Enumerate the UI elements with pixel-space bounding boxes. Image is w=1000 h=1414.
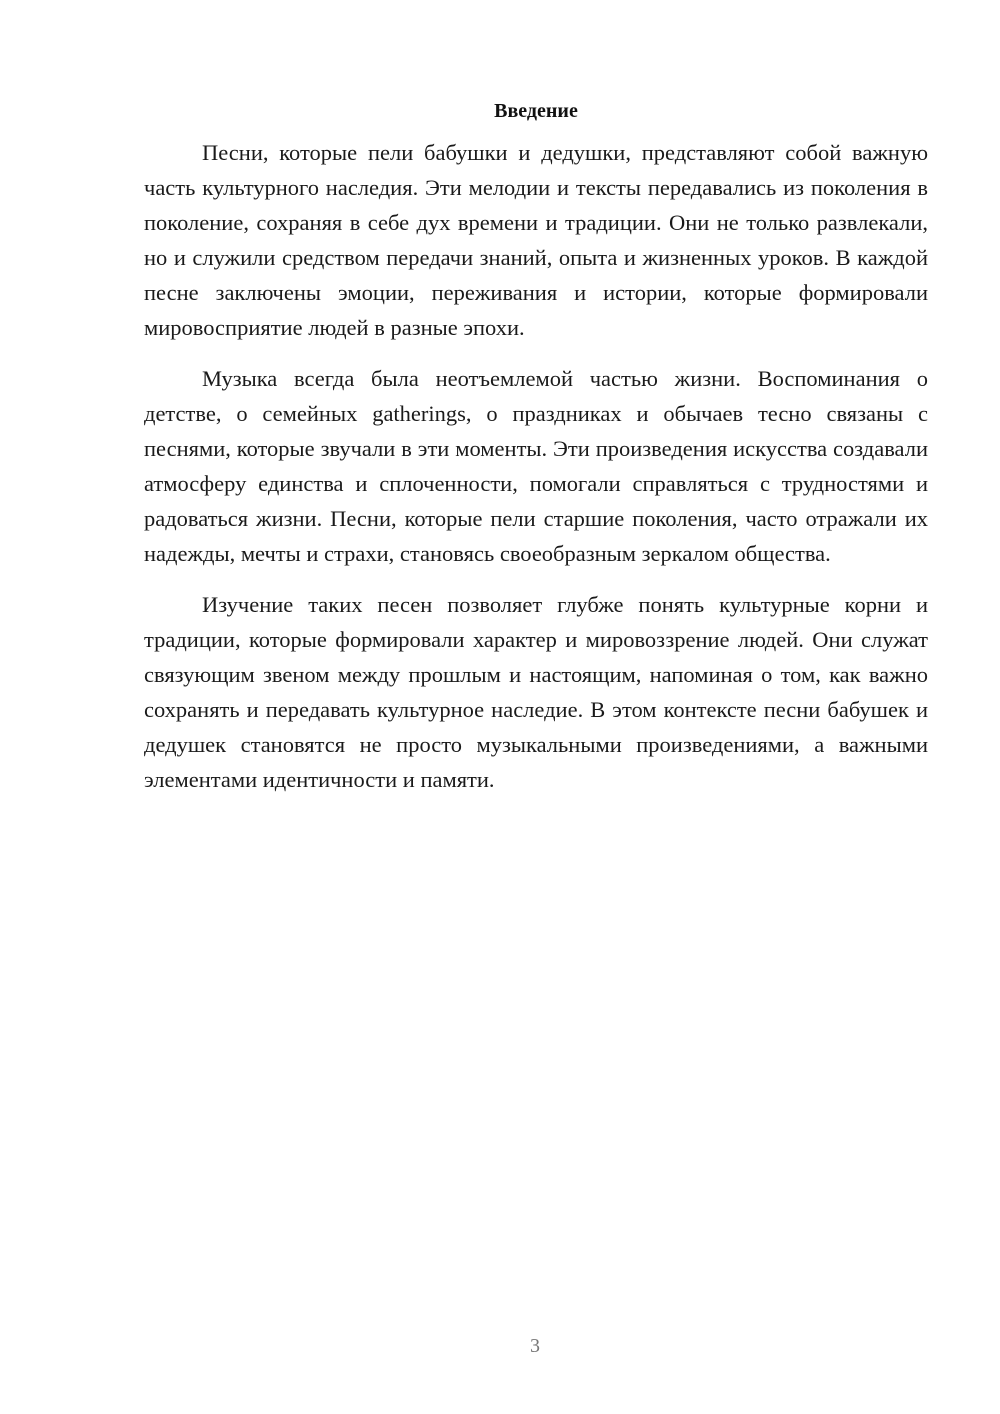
section-heading: Введение xyxy=(494,100,578,122)
paragraph-2: Музыка всегда была неотъемлемой частью жизни. Воспоминания о детстве, о семейных gatherings, о праздниках и обычаев тесно связаны с песнями, которые звучали в эти моменты. Эти произведения искусства создавали атмосферу единства и сплоченности, помогали справляться с трудностями и радоваться жизни. Песни, которые пели старшие поколения, часто отражали их надежды, мечты и страхи, становясь своеобразным зеркалом общества. xyxy=(144,366,928,566)
paragraph-3: Изучение таких песен позволяет глубже понять культурные корни и традиции, которые формировали характер и мировоззрение людей. Они служат связующим звеном между прошлым и настоящим, напоминая о том, как важно сохранять и передавать культурное наследие. В этом контексте песни бабушек и дедушек становятся не просто музыкальными произведениями, а важными элементами идентичности и памяти. xyxy=(144,592,928,792)
page-content xyxy=(144,95,928,813)
paragraph-1: Песни, которые пели бабушки и дедушки, представляют собой важную часть культурного наследия. Эти мелодии и тексты передавались из поколения в поколение, сохраняя в себе дух времени и традиции. Они не только развлекали, но и служили средством передачи знаний, опыта и жизненных уроков. В каждой песне заключены эмоции, переживания и истории, которые формировали мировосприятие людей в разные эпохи. xyxy=(144,140,928,340)
page-number: 3 xyxy=(530,1335,540,1357)
